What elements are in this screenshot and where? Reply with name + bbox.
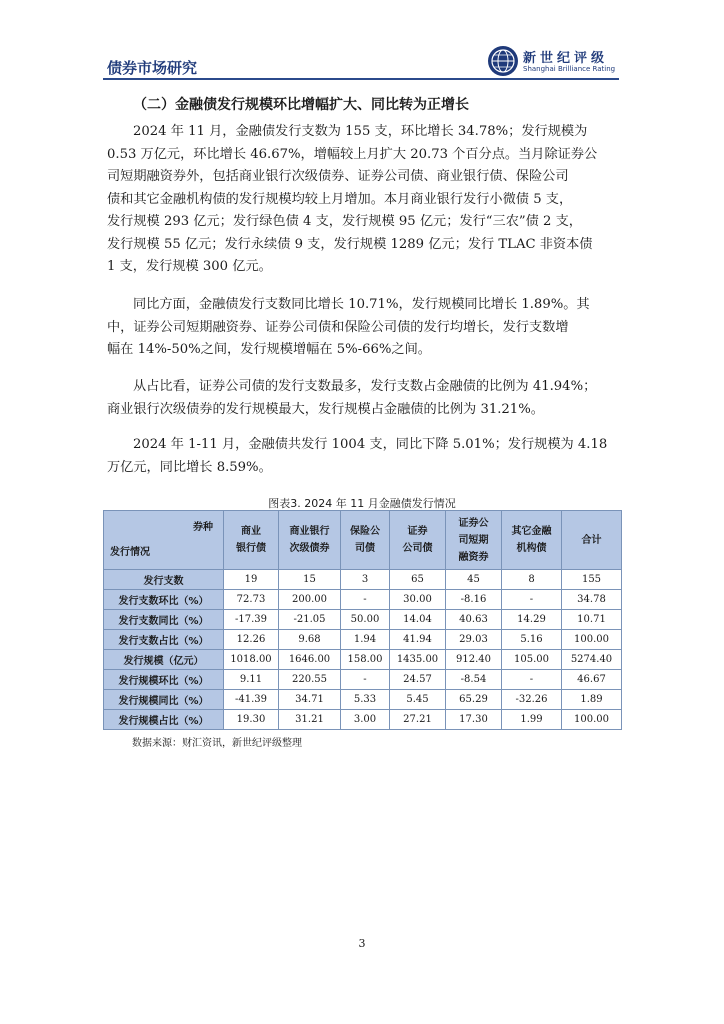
table-cell: -17.39 bbox=[224, 610, 279, 630]
table-cell: - bbox=[341, 670, 390, 690]
paragraph-4 bbox=[107, 434, 617, 479]
row-label: 发行支数占比（%） bbox=[104, 630, 224, 650]
table-cell: 45 bbox=[446, 570, 502, 590]
column-header-line: 证券 bbox=[407, 526, 428, 537]
table-cell: 17.30 bbox=[446, 710, 502, 730]
table-cell: 5.33 bbox=[341, 690, 390, 710]
table-cell: 158.00 bbox=[341, 650, 390, 670]
row-label: 发行规模占比（%） bbox=[104, 710, 224, 730]
table-row bbox=[104, 570, 622, 590]
table-cell: 200.00 bbox=[279, 590, 341, 610]
table-cell: 30.00 bbox=[390, 590, 446, 610]
table-cell: 14.04 bbox=[390, 610, 446, 630]
table-cell: 27.21 bbox=[390, 710, 446, 730]
table-cell: - bbox=[341, 590, 390, 610]
paragraph-1 bbox=[107, 121, 617, 279]
corner-label-metric: 发行情况 bbox=[110, 547, 150, 558]
brand-name-en: Shanghai Brilliance Rating bbox=[523, 65, 616, 73]
table-cell: 9.11 bbox=[224, 670, 279, 690]
paragraph-line: 中，证券公司短期融资券、证券公司债和保险公司债的发行均增长，发行支数增 bbox=[107, 319, 569, 335]
column-header bbox=[224, 511, 279, 570]
column-header-line: 公司债 bbox=[402, 543, 433, 554]
paragraph-line: 债和其它金融机构债的发行规模均较上月增加。本月商业银行发行小微债 5 支， bbox=[107, 191, 573, 207]
table-cell: 5.45 bbox=[390, 690, 446, 710]
paragraph-line: 幅在 14%-50%之间，发行规模增幅在 5%-66%之间。 bbox=[107, 342, 431, 357]
table-cell: 100.00 bbox=[562, 710, 622, 730]
table-cell: -8.16 bbox=[446, 590, 502, 610]
table-row bbox=[104, 710, 622, 730]
row-label: 发行支数 bbox=[104, 570, 224, 590]
column-header-line: 合计 bbox=[581, 534, 602, 546]
paragraph-line: 商业银行次级债券的发行规模最大，发行规模占金融债的比例为 31.21%。 bbox=[107, 401, 544, 417]
table-cell: 29.03 bbox=[446, 630, 502, 650]
paragraph-line: 2024 年 1-11 月，金融债共发行 1004 支，同比下降 5.01%；发行规模为 4.18 bbox=[133, 437, 608, 452]
table-cell: 1.99 bbox=[502, 710, 562, 730]
data-source-note: 数据来源：财汇资讯，新世纪评级整理 bbox=[132, 738, 302, 749]
header-divider bbox=[103, 78, 619, 80]
paragraph-3 bbox=[107, 376, 617, 421]
column-header-line: 其它金融 bbox=[511, 526, 552, 537]
table-cell: 1646.00 bbox=[279, 650, 341, 670]
table-cell: -8.54 bbox=[446, 670, 502, 690]
table-cell: 3.00 bbox=[341, 710, 390, 730]
brand-name-cn: 新世纪评级 bbox=[523, 51, 609, 66]
page-number: 3 bbox=[358, 937, 366, 950]
column-header-line: 商业 bbox=[241, 526, 261, 537]
row-label: 发行支数同比（%） bbox=[104, 610, 224, 630]
globe-logo-icon bbox=[487, 45, 519, 77]
table-row bbox=[104, 690, 622, 710]
paragraph-line: 从占比看，证券公司债的发行支数最多，发行支数占金融债的比例为 41.94%； bbox=[133, 379, 597, 394]
row-label: 发行规模同比（%） bbox=[104, 690, 224, 710]
table-cell: 1435.00 bbox=[390, 650, 446, 670]
table-row bbox=[104, 670, 622, 690]
table-cell: 34.78 bbox=[562, 590, 622, 610]
paragraph-line: 万亿元，同比增长 8.59%。 bbox=[107, 459, 272, 475]
table-header-row bbox=[104, 511, 622, 570]
column-header bbox=[562, 511, 622, 570]
table-row bbox=[104, 630, 622, 650]
paragraph-line: 0.53 万亿元，环比增长 46.67%，增幅较上月扩大 20.73 个百分点。当月除证券公 bbox=[107, 146, 598, 162]
table-row bbox=[104, 590, 622, 610]
table-cell: 46.67 bbox=[562, 670, 622, 690]
column-header-line: 司短期 bbox=[458, 534, 489, 546]
paragraph-line: 2024 年 11 月，金融债发行支数为 155 支，环比增长 34.78%；发行规模为 bbox=[133, 124, 588, 139]
corner-label-type: 券种 bbox=[193, 522, 213, 533]
column-header bbox=[446, 511, 502, 570]
table-cell: 220.55 bbox=[279, 670, 341, 690]
table-cell: 3 bbox=[341, 570, 390, 590]
table-cell: - bbox=[502, 590, 562, 610]
column-header-line: 次级债券 bbox=[289, 543, 330, 554]
brand-logo bbox=[487, 45, 619, 79]
table-cell: 1.94 bbox=[341, 630, 390, 650]
table-cell: 14.29 bbox=[502, 610, 562, 630]
table-corner-cell bbox=[104, 511, 224, 570]
table-row bbox=[104, 650, 622, 670]
paragraph-line: 司短期融资券外，包括商业银行次级债券、证券公司债、商业银行债、保险公司 bbox=[107, 169, 569, 184]
table-cell: 65.29 bbox=[446, 690, 502, 710]
table-cell: -21.05 bbox=[279, 610, 341, 630]
table-cell: 19.30 bbox=[224, 710, 279, 730]
table-cell: 12.26 bbox=[224, 630, 279, 650]
column-header-line: 商业银行 bbox=[289, 526, 330, 537]
report-series-title: 债券市场研究 bbox=[107, 59, 198, 77]
table-cell: 41.94 bbox=[390, 630, 446, 650]
table-cell: 1.89 bbox=[562, 690, 622, 710]
table-cell: 1018.00 bbox=[224, 650, 279, 670]
table-cell: -32.26 bbox=[502, 690, 562, 710]
column-header-line: 银行债 bbox=[236, 543, 266, 554]
column-header-line: 融资券 bbox=[458, 551, 489, 563]
table-caption: 图表3. 2024 年 11 月金融债发行情况 bbox=[268, 497, 456, 510]
table-cell: 5.16 bbox=[502, 630, 562, 650]
table-cell: 5274.40 bbox=[562, 650, 622, 670]
table-cell: 105.00 bbox=[502, 650, 562, 670]
column-header-line: 机构债 bbox=[516, 543, 547, 554]
paragraph-2 bbox=[107, 294, 617, 362]
financial-bond-issuance-table bbox=[103, 510, 622, 730]
table-cell: 65 bbox=[390, 570, 446, 590]
table-cell: 24.57 bbox=[390, 670, 446, 690]
table-cell: -41.39 bbox=[224, 690, 279, 710]
table-cell: 155 bbox=[562, 570, 622, 590]
table-cell: 19 bbox=[224, 570, 279, 590]
table-cell: 8 bbox=[502, 570, 562, 590]
column-header bbox=[279, 511, 341, 570]
paragraph-line: 发行规模 293 亿元；发行绿色债 4 支，发行规模 95 亿元；发行“三农”债 2 支， bbox=[107, 214, 582, 229]
column-header-line: 证券公 bbox=[458, 517, 489, 529]
table-cell: 72.73 bbox=[224, 590, 279, 610]
row-label: 发行规模（亿元） bbox=[104, 650, 224, 670]
paragraph-line: 同比方面，金融债发行支数同比增长 10.71%，发行规模同比增长 1.89%。其 bbox=[133, 297, 590, 312]
table-cell: 912.40 bbox=[446, 650, 502, 670]
column-header bbox=[341, 511, 390, 570]
row-label: 发行支数环比（%） bbox=[104, 590, 224, 610]
table-cell: - bbox=[502, 670, 562, 690]
row-label: 发行规模环比（%） bbox=[104, 670, 224, 690]
column-header-line: 司债 bbox=[355, 543, 375, 554]
column-header bbox=[502, 511, 562, 570]
table-cell: 10.71 bbox=[562, 610, 622, 630]
paragraph-line: 1 支，发行规模 300 亿元。 bbox=[107, 259, 272, 274]
table-cell: 34.71 bbox=[279, 690, 341, 710]
table-cell: 9.68 bbox=[279, 630, 341, 650]
column-header-line: 保险公 bbox=[350, 526, 380, 537]
table-cell: 15 bbox=[279, 570, 341, 590]
table-cell: 40.63 bbox=[446, 610, 502, 630]
paragraph-line: 发行规模 55 亿元；发行永续债 9 支，发行规模 1289 亿元；发行 TLAC 非资本债 bbox=[107, 236, 593, 252]
section-heading: （二）金融债发行规模环比增幅扩大、同比转为正增长 bbox=[133, 97, 469, 113]
table-cell: 31.21 bbox=[279, 710, 341, 730]
column-header bbox=[390, 511, 446, 570]
table-cell: 100.00 bbox=[562, 630, 622, 650]
table-cell: 50.00 bbox=[341, 610, 390, 630]
table-row bbox=[104, 610, 622, 630]
